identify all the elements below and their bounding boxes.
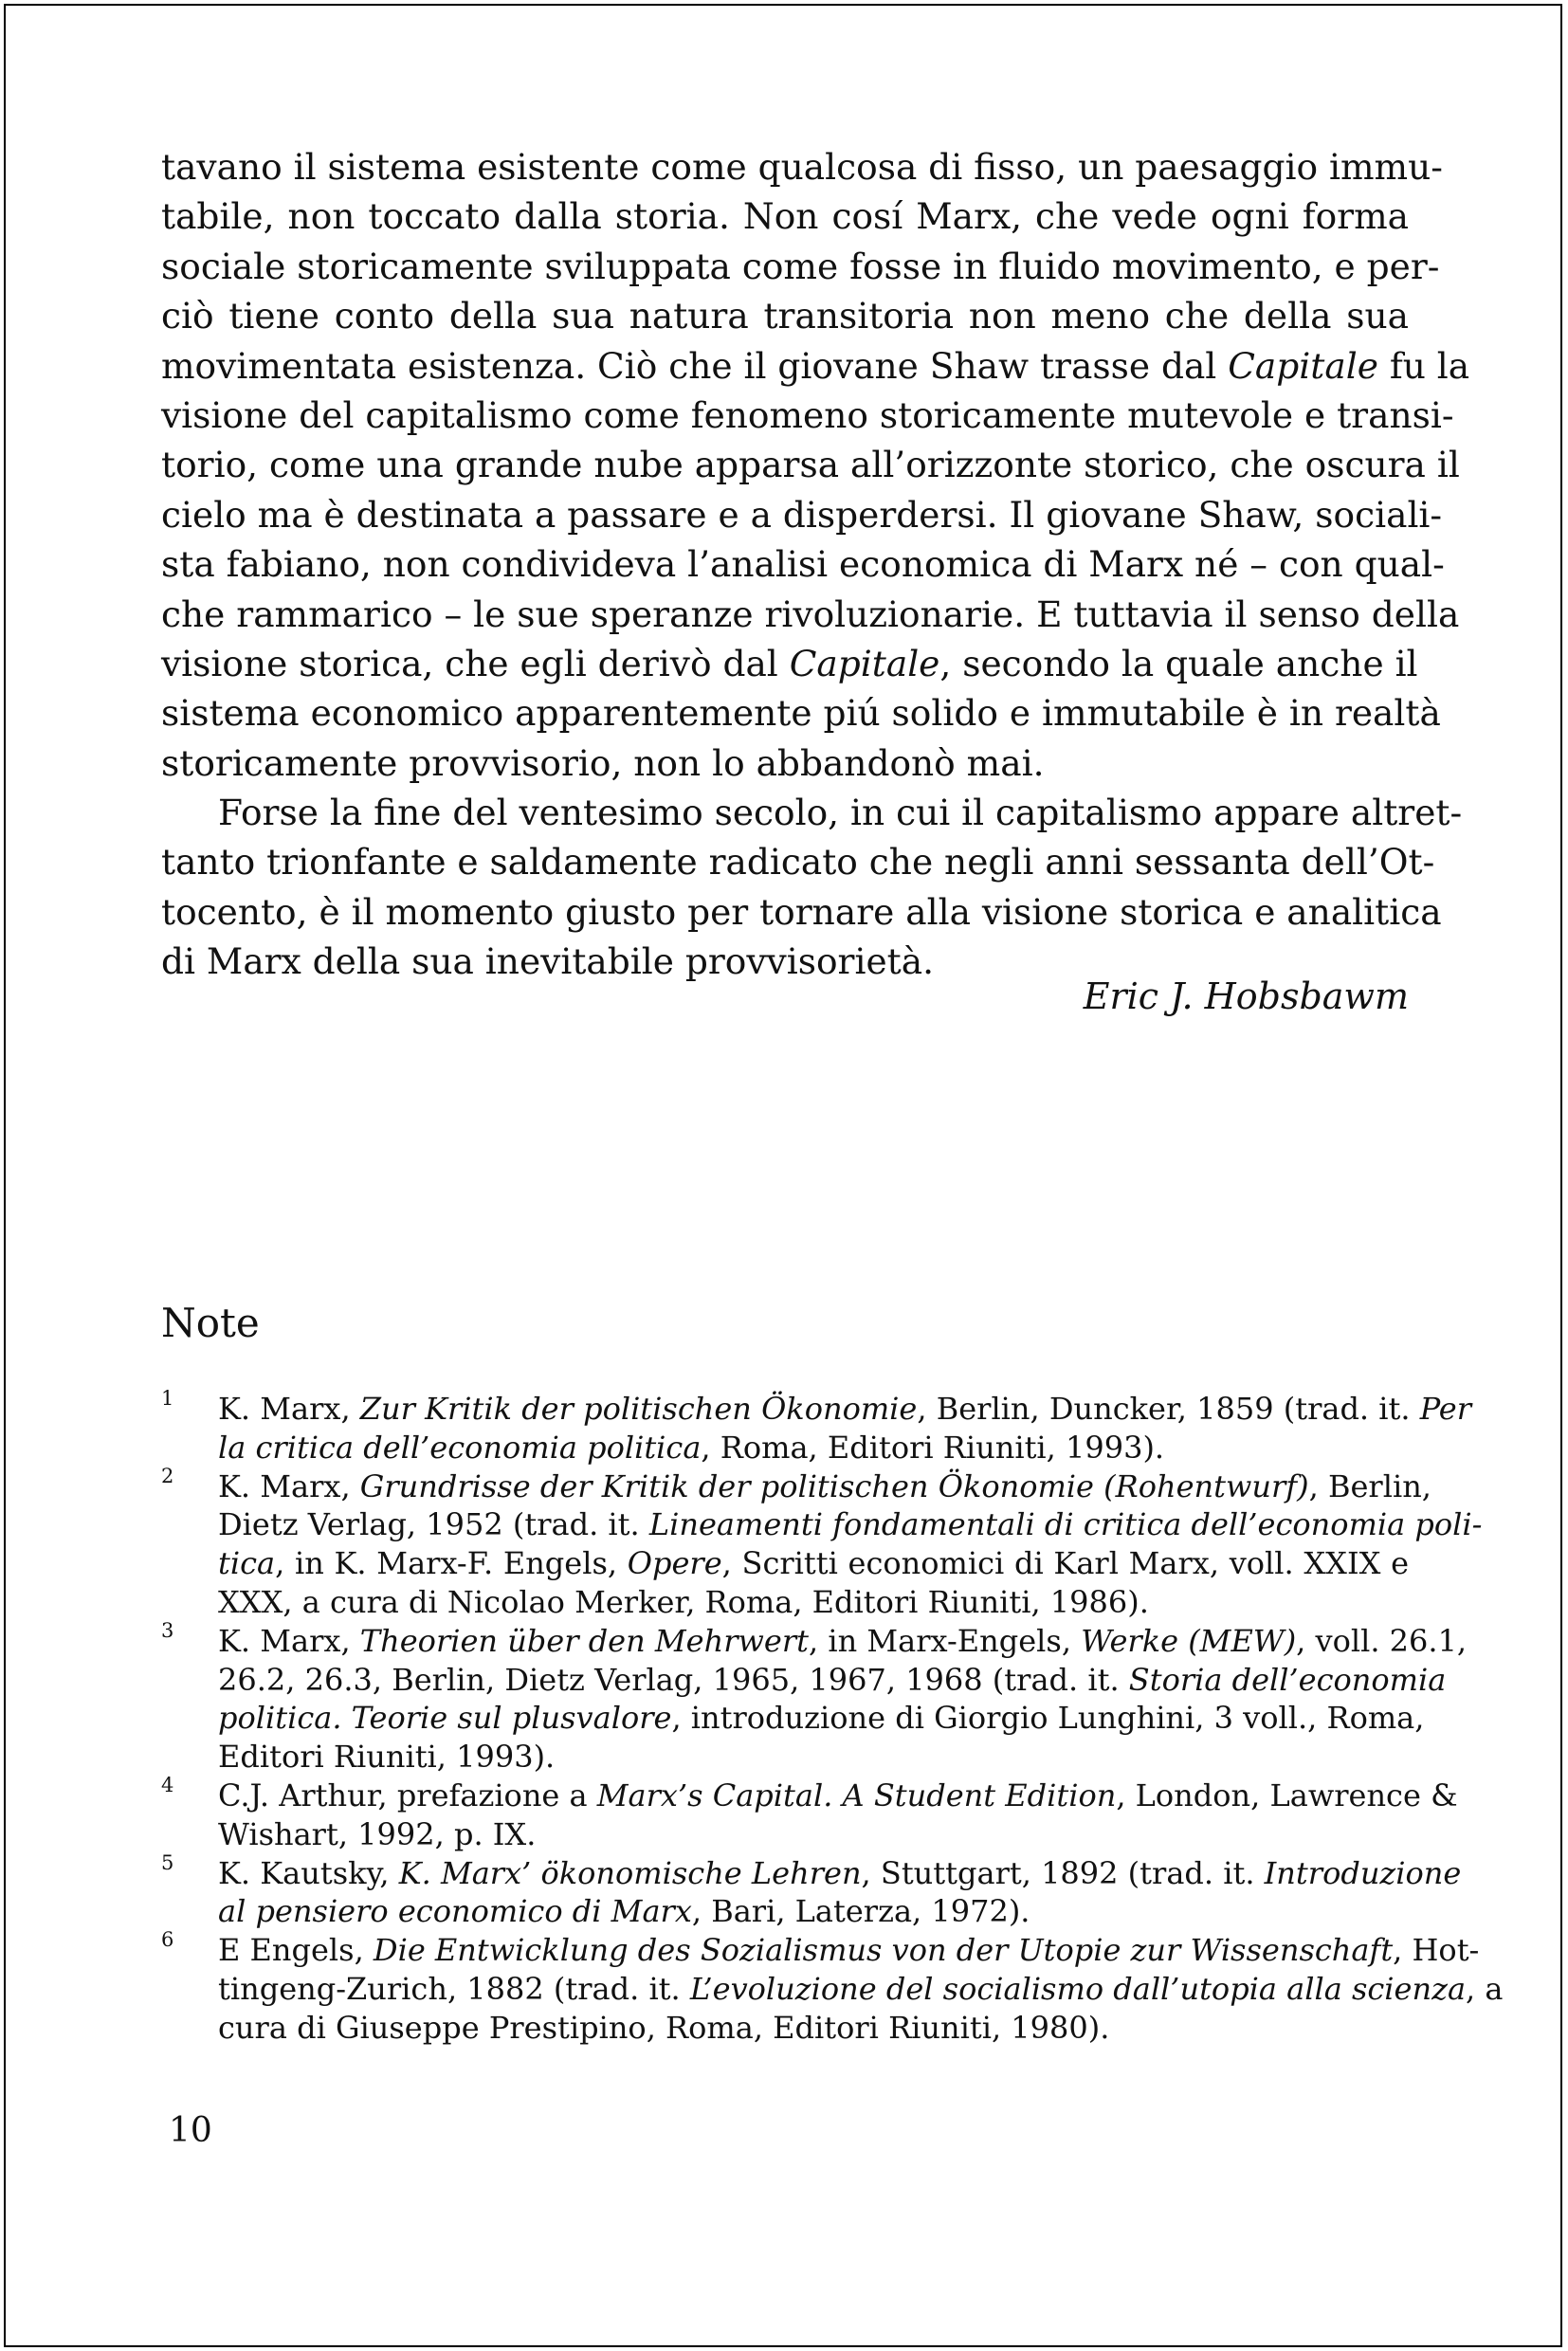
text-run: , introduzione di Giorgio Lunghini, 3 voll., Roma, bbox=[671, 1700, 1425, 1737]
body-line bbox=[161, 242, 1440, 291]
italic-text: Zur Kritik der politischen Ökonomie bbox=[359, 1391, 918, 1427]
text-run: sistema economico apparentemente piú solido e immutabile è in realtà bbox=[161, 692, 1441, 735]
text-run: K. Kautsky, bbox=[218, 1854, 399, 1891]
text-run: fu la bbox=[1377, 344, 1470, 387]
text-run: , Berlin, bbox=[1308, 1467, 1431, 1504]
body-line bbox=[161, 887, 1442, 937]
text-run: , in K. Marx-F. Engels, bbox=[275, 1545, 628, 1582]
italic-text: Die Entwicklung des Sozialismus von der Utopie zur Wissenschaft bbox=[373, 1932, 1394, 1969]
text-run: XXX, a cura di Nicolao Merker, Roma, Editori Riuniti, 1986). bbox=[218, 1583, 1149, 1620]
italic-text: Introduzione bbox=[1264, 1854, 1462, 1891]
text-run: sociale storicamente sviluppata come fosse in fluido movimento, e per- bbox=[161, 245, 1440, 287]
italic-text: Per bbox=[1419, 1391, 1472, 1427]
body-line bbox=[161, 688, 1441, 738]
italic-text: L’evoluzione del socialismo dall’utopia alla scienza bbox=[689, 1970, 1467, 2007]
text-run: movimentata esistenza. Ciò che il giovane Shaw trasse dal bbox=[161, 344, 1229, 387]
body-line bbox=[161, 738, 1409, 788]
body-line bbox=[161, 788, 1463, 837]
text-run: , Bari, Laterza, 1972). bbox=[691, 1893, 1030, 1930]
text-run: tocento, è il momento giusto per tornare alla visione storica e analitica bbox=[161, 890, 1442, 933]
body-line bbox=[161, 191, 1409, 241]
italic-text: Capitale bbox=[789, 642, 940, 684]
footnote-line bbox=[218, 1970, 1504, 2009]
body-line bbox=[161, 291, 1409, 340]
text-run: visione del capitalismo come fenomeno storicamente mutevole e transi- bbox=[161, 393, 1454, 436]
text-run: tavano il sistema esistente come qualcosa di fisso, un paesaggio immu- bbox=[161, 146, 1443, 188]
text-run: K. Marx, bbox=[218, 1391, 360, 1427]
text-run: , in Marx-Engels, bbox=[808, 1622, 1082, 1659]
footnote-number: 5 bbox=[161, 1850, 174, 1874]
italic-text: Storia dell’economia bbox=[1128, 1661, 1447, 1698]
footnote-line bbox=[218, 1390, 1472, 1429]
text-run: 26.2, 26.3, Berlin, Dietz Verlag, 1965, 1967, 1968 (trad. it. bbox=[218, 1661, 1129, 1698]
text-run: K. Marx, bbox=[218, 1622, 360, 1659]
author-signature: Eric J. Hobsbawm bbox=[1083, 975, 1409, 1017]
text-run: , Berlin, Duncker, 1859 (trad. it. bbox=[917, 1391, 1420, 1427]
body-line bbox=[161, 837, 1435, 886]
italic-text: Marx’s Capital. A Student Edition bbox=[596, 1777, 1117, 1813]
footnote-line bbox=[218, 1738, 1409, 1777]
text-run: sta fabiano, non condivideva l’analisi economica di Marx né – con qual- bbox=[161, 543, 1445, 586]
footnote-line bbox=[218, 1661, 1447, 1700]
italic-text: Lineamenti fondamentali di critica dell’economia poli- bbox=[648, 1506, 1483, 1543]
footnote bbox=[161, 1928, 1504, 2047]
footnote-line bbox=[218, 1777, 1458, 1815]
text-run: , Hot- bbox=[1393, 1932, 1480, 1969]
text-run: storicamente provvisorio, non lo abbandonò mai. bbox=[161, 741, 1045, 784]
text-run: , Roma, Editori Riuniti, 1993). bbox=[701, 1429, 1165, 1466]
text-run: Dietz Verlag, 1952 (trad. it. bbox=[218, 1506, 649, 1543]
footnote-line bbox=[218, 1815, 1409, 1854]
footnote-line bbox=[218, 1931, 1480, 1970]
footnote-number: 6 bbox=[161, 1928, 174, 1952]
text-run: E Engels, bbox=[218, 1932, 374, 1969]
text-run: C.J. Arthur, prefazione a bbox=[218, 1777, 597, 1813]
footnote bbox=[161, 1773, 1458, 1854]
footnote-number: 1 bbox=[161, 1387, 174, 1410]
footnote bbox=[161, 1387, 1472, 1467]
body-text bbox=[161, 142, 1470, 987]
text-run: cielo ma è destinata a passare e a disperdersi. Il giovane Shaw, sociali- bbox=[161, 493, 1443, 536]
text-run: , Scritti economici di Karl Marx, voll. XXIX e bbox=[721, 1545, 1409, 1582]
footnote-line bbox=[218, 1467, 1431, 1506]
text-run: di Marx della sua inevitabile provvisorietà. bbox=[161, 940, 935, 983]
italic-text: Theorien über den Mehrwert bbox=[359, 1622, 809, 1659]
page-number: 10 bbox=[169, 2111, 212, 2150]
italic-text: Grundrisse der Kritik der politischen Ökonomie (Rohentwurf) bbox=[359, 1467, 1309, 1504]
text-run: , London, Lawrence & bbox=[1116, 1777, 1458, 1813]
italic-text: Capitale bbox=[1228, 344, 1378, 387]
footnote-line bbox=[218, 1854, 1462, 1893]
body-line bbox=[161, 590, 1460, 639]
footnote-line bbox=[218, 1892, 1409, 1931]
footnote-number: 4 bbox=[161, 1773, 174, 1796]
text-run: Editori Riuniti, 1993). bbox=[218, 1739, 556, 1776]
text-run: ciò tiene conto della sua natura transitoria non meno che della sua bbox=[161, 295, 1409, 337]
footnote-line bbox=[218, 1699, 1425, 1738]
notes-list bbox=[161, 1387, 1504, 2048]
footnote bbox=[161, 1618, 1468, 1777]
text-run: , secondo la quale anche il bbox=[939, 642, 1418, 684]
body-line bbox=[161, 440, 1460, 489]
text-run: Forse la fine del ventesimo secolo, in cui il capitalismo appare altret- bbox=[218, 792, 1463, 834]
footnote-number: 3 bbox=[161, 1618, 174, 1642]
footnote-number: 2 bbox=[161, 1464, 174, 1487]
italic-text: tica bbox=[218, 1545, 276, 1582]
text-run: , Stuttgart, 1892 (trad. it. bbox=[861, 1854, 1265, 1891]
footnote bbox=[161, 1850, 1462, 1932]
body-line bbox=[161, 639, 1418, 688]
footnote-line bbox=[218, 2009, 1409, 2048]
document-page bbox=[161, 0, 1504, 2351]
body-line bbox=[161, 341, 1470, 391]
italic-text: politica. Teorie sul plusvalore bbox=[218, 1700, 672, 1737]
italic-text: Opere bbox=[627, 1545, 722, 1582]
footnote-line bbox=[218, 1622, 1468, 1661]
italic-text: Werke (MEW) bbox=[1081, 1622, 1297, 1659]
italic-text: K. Marx’ ökonomische Lehren bbox=[398, 1854, 862, 1891]
footnote-line bbox=[218, 1583, 1409, 1622]
text-run: torio, come una grande nube apparsa all’orizzonte storico, che oscura il bbox=[161, 444, 1460, 486]
text-run: K. Marx, bbox=[218, 1467, 360, 1504]
text-run: Wishart, 1992, p. IX. bbox=[218, 1815, 537, 1852]
footnote bbox=[161, 1464, 1483, 1622]
text-run: tabile, non toccato dalla storia. Non cosí Marx, che vede ogni forma bbox=[161, 195, 1409, 238]
body-line bbox=[161, 490, 1443, 539]
footnote-line bbox=[218, 1429, 1409, 1467]
italic-text: al pensiero economico di Marx bbox=[218, 1893, 692, 1930]
text-run: che rammarico – le sue speranze rivoluzionarie. E tuttavia il senso della bbox=[161, 592, 1460, 635]
footnote-line bbox=[218, 1544, 1409, 1583]
text-run: tanto trionfante e saldamente radicato che negli anni sessanta dell’Ot- bbox=[161, 841, 1435, 884]
notes-heading: Note bbox=[161, 1300, 260, 1346]
text-run: , voll. 26.1, bbox=[1296, 1622, 1468, 1659]
body-line bbox=[161, 539, 1445, 589]
text-run: tingeng-Zurich, 1882 (trad. it. bbox=[218, 1970, 690, 2007]
italic-text: la critica dell’economia politica bbox=[218, 1429, 702, 1466]
footnote-line bbox=[218, 1505, 1483, 1544]
body-line bbox=[161, 142, 1443, 191]
text-run: visione storica, che egli derivò dal bbox=[161, 642, 790, 684]
body-line bbox=[161, 391, 1454, 440]
text-run: , a bbox=[1466, 1970, 1504, 2007]
text-run: cura di Giuseppe Prestipino, Roma, Editori Riuniti, 1980). bbox=[218, 2009, 1110, 2046]
